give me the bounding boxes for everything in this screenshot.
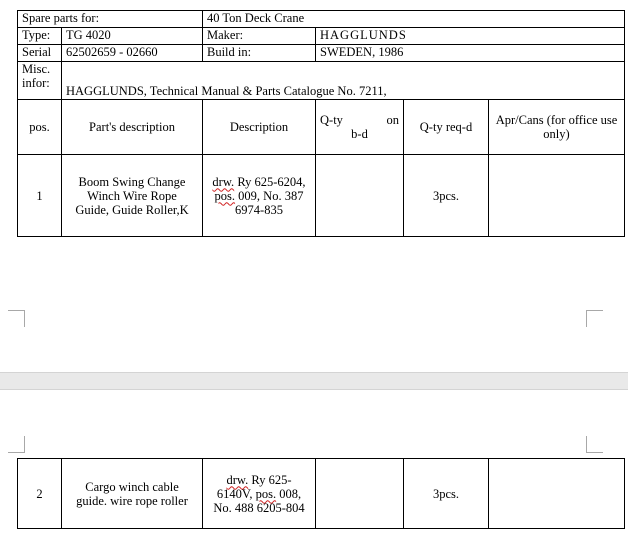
margin-crop-mark (586, 310, 603, 327)
margin-crop-mark (8, 310, 25, 327)
qty-on-bd-word3: b-d (351, 127, 368, 141)
page-break-gap (0, 372, 628, 390)
spare-parts-value: 40 Ton Deck Crane (203, 11, 625, 28)
row-qty-on-bd (316, 155, 404, 237)
desc-word: 008, (276, 486, 302, 501)
margin-crop-mark (586, 436, 603, 453)
row-apr-cans (489, 459, 625, 529)
parts-table-continued (17, 458, 625, 529)
desc-word: Ry 625-6204, (234, 174, 306, 189)
col-apr-cans-header: Apr/Cans (for office use only) (489, 100, 625, 155)
row-description (203, 459, 316, 529)
part-line: Cargo winch cable (85, 479, 179, 494)
build-value: SWEDEN, 1986 (316, 45, 625, 62)
desc-line: 6974-835 (235, 202, 283, 217)
row-description (203, 155, 316, 237)
qty-on-bd-word2: on (386, 113, 399, 127)
row-qty-req: 3pcs. (404, 155, 489, 237)
desc-word: 009, No. 387 (235, 188, 304, 203)
desc-word: pos. (214, 188, 236, 203)
row-pos: 1 (18, 155, 62, 237)
row-part-description (62, 155, 203, 237)
serial-value: 62502659 - 02660 (62, 45, 203, 62)
serial-label: Serial (18, 45, 62, 62)
desc-word: drw. (212, 174, 235, 189)
qty-on-bd-word1: Q-ty (320, 113, 343, 127)
spare-parts-label: Spare parts for: (18, 11, 203, 28)
table-row (18, 155, 625, 237)
desc-line: No. 488 6205-804 (213, 500, 305, 515)
col-qty-on-bd-header (316, 100, 404, 155)
row-pos: 2 (18, 459, 62, 529)
desc-word: pos. (255, 486, 277, 501)
build-label: Build in: (203, 45, 316, 62)
desc-word: Ry 625- (248, 472, 292, 487)
table-row (18, 459, 625, 529)
margin-crop-mark (8, 436, 25, 453)
row-part-description (62, 459, 203, 529)
part-line: Boom Swing Change (78, 174, 186, 189)
part-line: guide. wire rope roller (76, 493, 188, 508)
misc-value: HAGGLUNDS, Technical Manual & Parts Catalogue No. 7211, (62, 62, 625, 100)
misc-label: Misc. infor: (18, 62, 62, 100)
desc-word: 6140V, (216, 486, 253, 501)
type-label: Type: (18, 28, 62, 45)
column-header-row (18, 100, 625, 155)
part-line: Winch Wire Rope (87, 188, 177, 203)
row-qty-on-bd (316, 459, 404, 529)
header-table (17, 10, 625, 100)
part-line: Guide, Guide Roller,K (75, 202, 189, 217)
col-description-header: Description (203, 100, 316, 155)
type-value: TG 4020 (62, 28, 203, 45)
desc-word: drw. (226, 472, 249, 487)
maker-value: HAGGLUNDS (316, 28, 625, 45)
col-part-description-header: Part's description (62, 100, 203, 155)
row-qty-req: 3pcs. (404, 459, 489, 529)
col-qty-req-header: Q-ty req-d (404, 100, 489, 155)
row-apr-cans (489, 155, 625, 237)
maker-label: Maker: (203, 28, 316, 45)
col-pos-header: pos. (18, 100, 62, 155)
parts-table (17, 99, 625, 237)
